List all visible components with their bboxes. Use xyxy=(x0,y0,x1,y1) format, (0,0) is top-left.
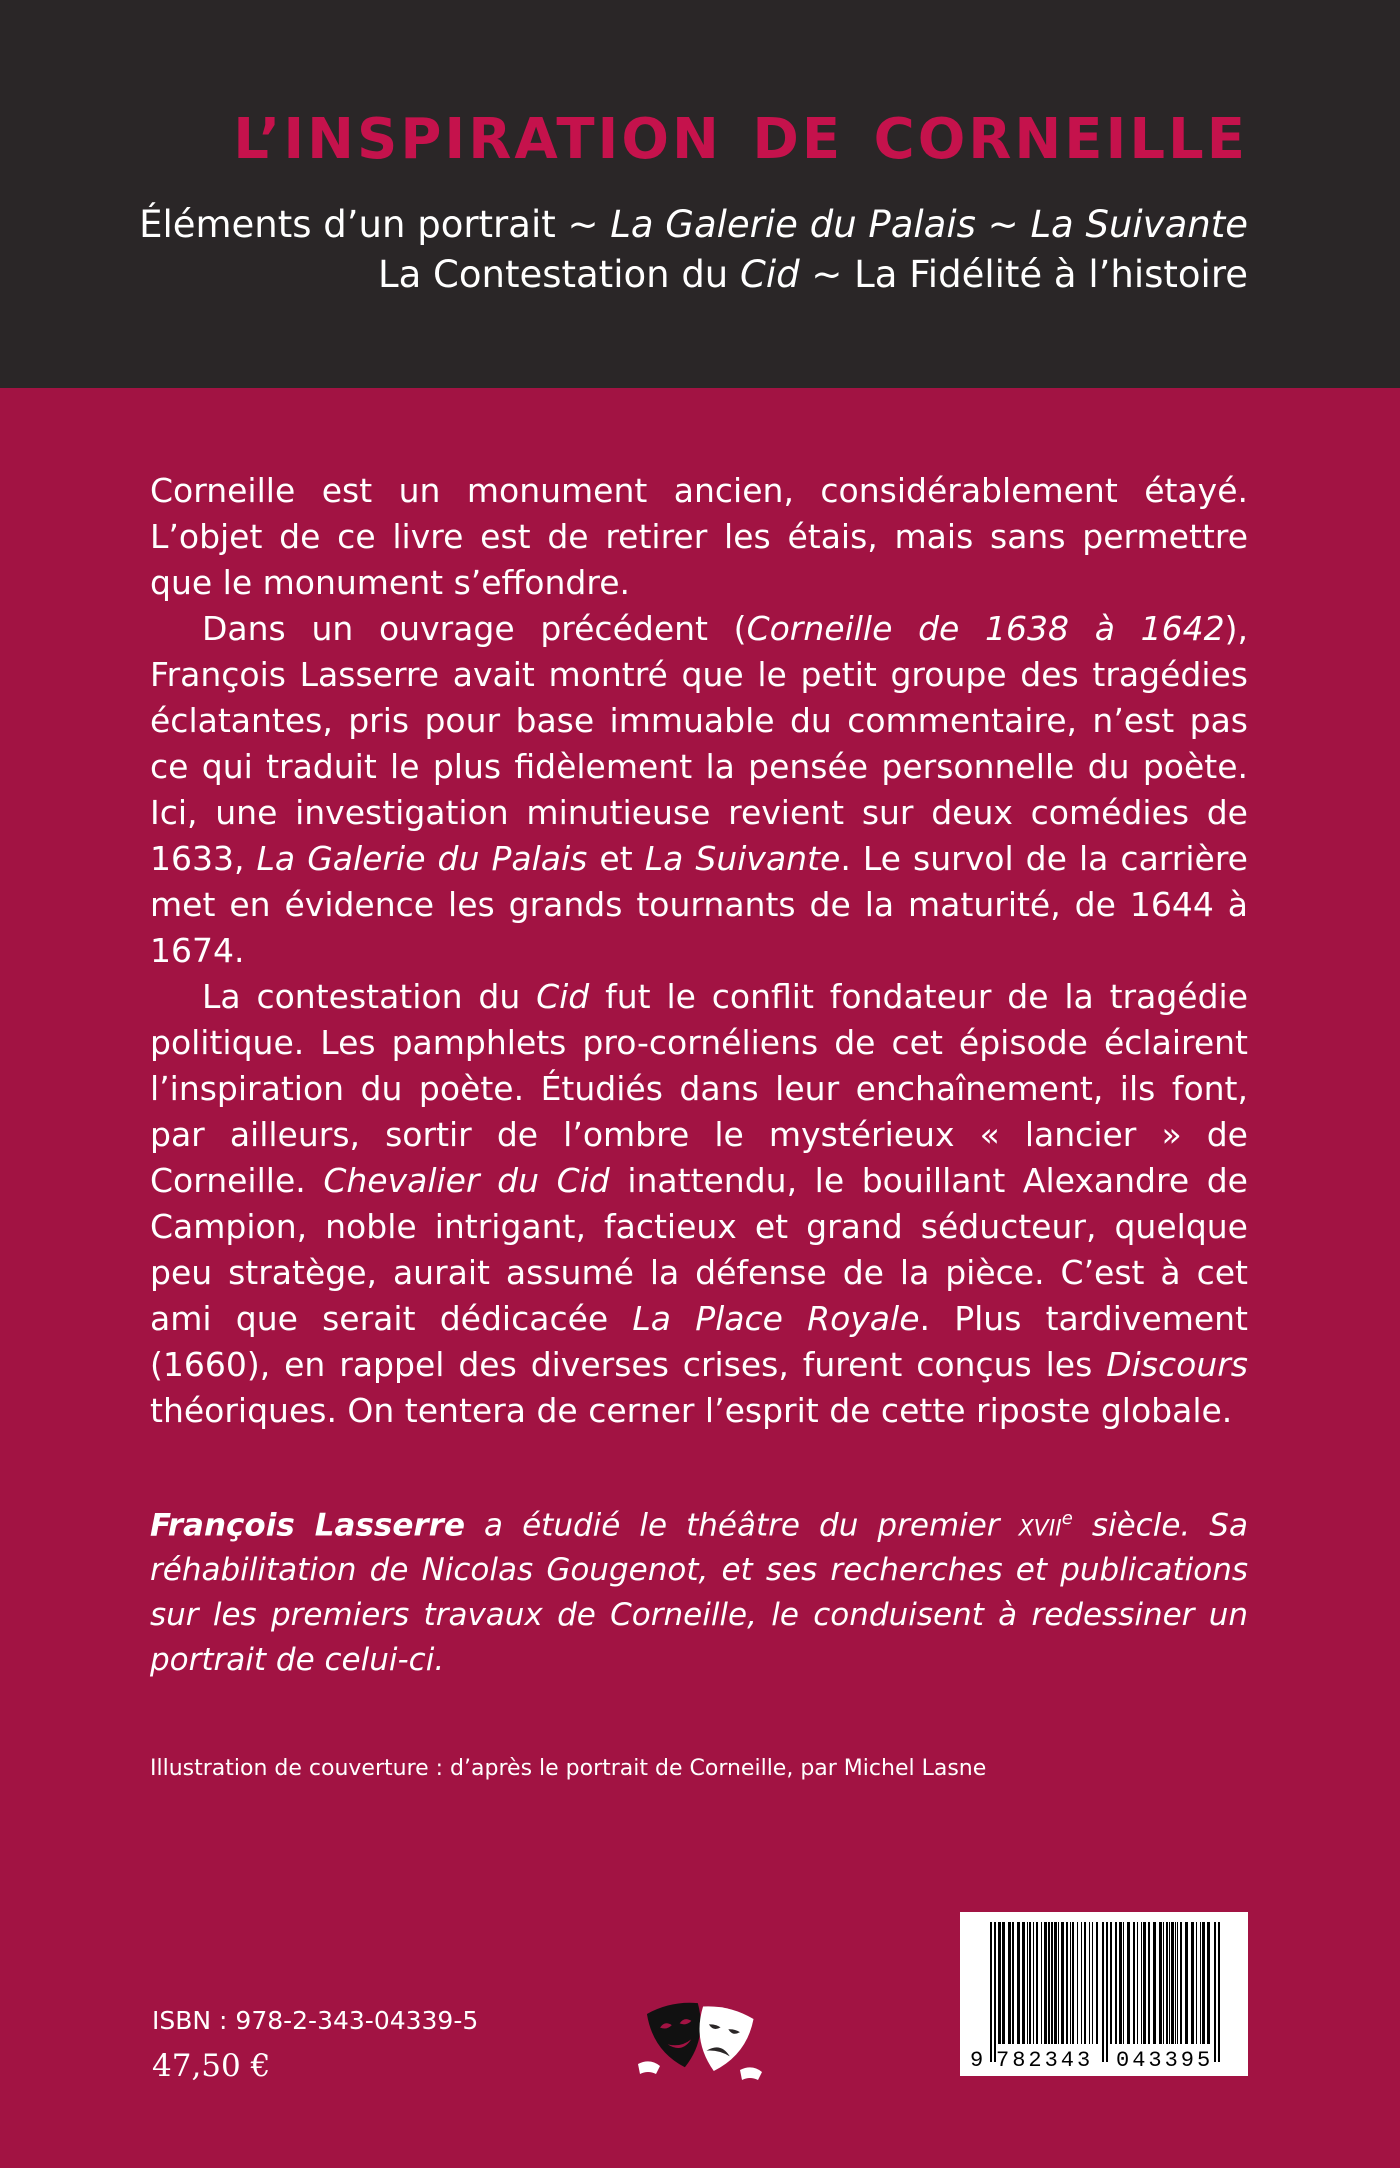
barcode-bar xyxy=(1081,1922,1082,2044)
barcode-bar xyxy=(1171,1922,1174,2044)
barcode-bar xyxy=(1141,1922,1142,2044)
barcode-bar xyxy=(1102,1922,1104,2062)
header-band xyxy=(0,0,1400,388)
barcode-bar xyxy=(1177,1922,1178,2044)
blurb-paragraph-2: Dans un ouvrage précédent (Corneille de 1638 à 1642), François Lasserre avait montré que le petit groupe des tragédies éclatantes, pris pour base immuable du commentaire, n’est pas ce qui traduit le plus fidèlement la pensée personnelle du poète. Ici, une investigation minutieuse revient sur deux comédies de 1633, La Galerie du Palais et La Suivante. Le survol de la carrière met en évidence les grands tournants de la maturité, de 1644 à 1674. xyxy=(150,609,1248,970)
barcode-bar xyxy=(1017,1922,1020,2044)
blurb xyxy=(150,468,1248,1434)
barcode-digits-left: 782343 xyxy=(996,2048,1094,2073)
barcode-bar xyxy=(1084,1922,1086,2044)
barcode-bar xyxy=(1153,1922,1156,2044)
barcode-bar xyxy=(990,1922,992,2062)
cover-credit: Illustration de couverture : d’après le portrait de Corneille, par Michel Lasne xyxy=(150,1756,987,1781)
barcode-bar xyxy=(1008,1922,1011,2044)
barcode-bar xyxy=(1061,1922,1064,2044)
barcode-bar xyxy=(1048,1922,1050,2044)
subtitle-line-2: La Contestation du Cid ~ La Fidélité à l’histoire xyxy=(377,253,1248,296)
blurb-paragraph-3: La contestation du Cid fut le conflit fondateur de la tragédie politique. Les pamphlets pro-cornéliens de cet épisode éclairent l’inspiration du poète. Étudiés dans leur enchaînement, ils font, par ailleurs, sortir de l’ombre le mystérieux « lancier » de Corneille. Chevalier du Cid inattendu, le bouillant Alexandre de Campion, noble intrigant, factieux et grand séducteur, quelque peu stratège, aurait assumé la défense de la pièce. C’est à cet ami que serait dédicacée La Place Royale. Plus tardivement (1660), en rappel des diverses crises, furent conçus les Discours théoriques. On tentera de cerner l’esprit de cette riposte globale. xyxy=(150,977,1248,1430)
barcode-bar xyxy=(1159,1922,1162,2044)
barcode-bar xyxy=(1143,1922,1146,2044)
barcode-bar xyxy=(1106,1922,1108,2062)
barcode-digits-right: 043395 xyxy=(1116,2048,1214,2073)
barcode-bar xyxy=(1127,1922,1130,2044)
barcode-bar xyxy=(1070,1922,1071,2044)
isbn: ISBN : 978-2-343-04339-5 xyxy=(152,2006,479,2035)
barcode-bar xyxy=(1133,1922,1135,2044)
barcode-bar xyxy=(1002,1922,1005,2044)
barcode-bar xyxy=(1041,1922,1042,2044)
barcode-bar xyxy=(1092,1922,1093,2044)
barcode-bar xyxy=(1066,1922,1068,2044)
barcode-bar xyxy=(1044,1922,1047,2044)
barcode-bar xyxy=(1089,1922,1090,2044)
barcode-graphic xyxy=(960,1912,1248,2076)
barcode-bar xyxy=(1110,1922,1112,2044)
author-name: François Lasserre xyxy=(150,1507,465,1544)
barcode-bar xyxy=(1191,1922,1194,2044)
barcode-bar xyxy=(1012,1922,1014,2044)
subtitle-line-1: Éléments d’un portrait ~ La Galerie du Palais ~ La Suivante xyxy=(139,203,1248,246)
barcode-bar xyxy=(1058,1922,1059,2044)
blurb-paragraph-1: Corneille est un monument ancien, considérablement étayé. L’objet de ce livre est de retirer les étais, mais sans permettre que le monument s’effondre. xyxy=(150,471,1248,602)
barcode-bar xyxy=(1185,1922,1188,2044)
barcode xyxy=(960,1912,1248,2076)
barcode-bar xyxy=(1115,1922,1117,2044)
barcode-bar xyxy=(1175,1922,1176,2044)
barcode-bar xyxy=(1096,1922,1098,2044)
book-title: L’INSPIRATION DE CORNEILLE xyxy=(233,107,1248,172)
barcode-bar xyxy=(998,1922,1001,2044)
barcode-bar xyxy=(1200,1922,1201,2044)
barcode-bar xyxy=(1196,1922,1197,2044)
barcode-bar xyxy=(1077,1922,1078,2044)
barcode-bar xyxy=(1036,1922,1038,2044)
barcode-bar xyxy=(1207,1922,1210,2044)
barcode-bar xyxy=(1214,1922,1216,2062)
barcode-bar xyxy=(1022,1922,1025,2044)
barcode-bar xyxy=(1202,1922,1205,2044)
barcode-bar xyxy=(1072,1922,1074,2044)
barcode-bar xyxy=(1027,1922,1028,2044)
barcode-bar xyxy=(1123,1922,1124,2044)
barcode-bar xyxy=(1033,1922,1034,2044)
barcode-bar xyxy=(1054,1922,1057,2044)
barcode-bar xyxy=(1166,1922,1168,2044)
barcode-bar xyxy=(1163,1922,1164,2044)
barcode-bar xyxy=(1148,1922,1150,2044)
barcode-bar xyxy=(1218,1922,1220,2062)
barcode-bar xyxy=(994,1922,996,2062)
barcode-bar xyxy=(1180,1922,1182,2044)
barcode-bar xyxy=(1051,1922,1053,2044)
barcode-digit-first: 9 xyxy=(970,2048,984,2073)
author-note: François Lasserre a étudié le théâtre du premier xvii$^e$ siècle. Sa réhabilitation de Nicolas Gougenot, et ses recherches et publications sur les premiers travaux de Corneille, le conduisent à redessiner un portrait de celui-ci. xyxy=(150,1507,1248,1679)
theatre-masks-icon xyxy=(630,1990,770,2090)
barcode-bar xyxy=(1137,1922,1138,2044)
barcode-bar xyxy=(1119,1922,1122,2044)
barcode-bar xyxy=(1169,1922,1170,2044)
price: 47,50 € xyxy=(152,2048,271,2084)
barcode-bar xyxy=(1029,1922,1031,2044)
